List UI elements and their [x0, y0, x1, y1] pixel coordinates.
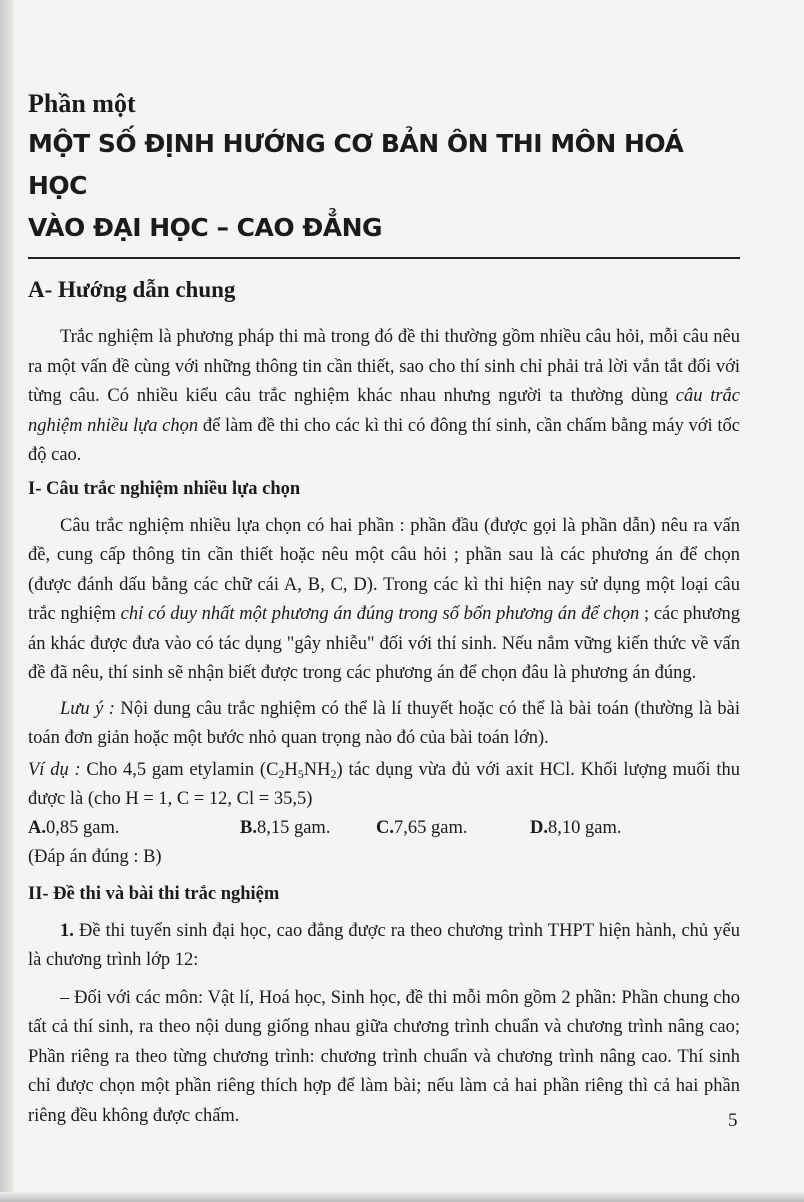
- formula-part: NH: [303, 759, 331, 780]
- option-a: A.0,85 gam.: [28, 817, 120, 838]
- answer-options: [28, 815, 740, 842]
- mcq-text-end: ; các phương án khác được đưa vào có tác dụng "gây nhiễu" đối với thí sinh. Nếu nắm vững kiến thức về vấn đề đã nêu, thí sinh sẽ nhận biết được trong các phương án để chọn đâu là phương án đúng.: [28, 604, 740, 684]
- option-c: C.7,65 gam.: [376, 817, 468, 838]
- formula-part: H: [284, 759, 298, 780]
- example-label: Ví dụ :: [28, 759, 81, 780]
- section-1-heading: I- Câu trắc nghiệm nhiều lựa chọn: [28, 478, 301, 499]
- correct-answer: (Đáp án đúng : B): [28, 846, 162, 867]
- chapter-title-line-2: VÀO ĐẠI HỌC – CAO ĐẲNG: [28, 213, 383, 243]
- formula-subscript: 2: [278, 766, 285, 781]
- mcq-text-start: Câu trắc nghiệm nhiều lựa chọn có hai phần : phần đầu (được gọi là phần dẫn) nêu ra vấn đề, cung cấp thông tin cần thiết hoặc nêu một câu hỏi ; phần sau là các phương án để chọn (được đánh dấu bằng các chữ cái A, B, C, D). Trong các kì thi hiện nay sử dụng một loại câu trắc nghiệm: [28, 515, 740, 625]
- section-a-heading: A- Hướng dẫn chung: [28, 277, 236, 303]
- page-bottom-edge: [0, 1192, 804, 1202]
- mcq-description-paragraph: [28, 512, 740, 689]
- intro-text-end: để làm đề thi cho các kì thi có đông thí sinh, cần chấm bằng máy với tốc độ cao.: [28, 415, 741, 466]
- option-d: D.8,10 gam.: [530, 817, 622, 838]
- page-binding-edge: [0, 0, 14, 1202]
- page-content: [28, 88, 740, 1131]
- note-paragraph: [28, 695, 740, 754]
- page-number: 5: [728, 1110, 738, 1131]
- item-1-number: 1.: [60, 920, 74, 941]
- formula-subscript: 2: [330, 766, 337, 781]
- example-text-start: Cho 4,5 gam etylamin (C: [80, 759, 279, 780]
- example-paragraph: [28, 756, 740, 815]
- intro-text-start: Trắc nghiệm là phương pháp thi mà trong đó đề thi thường gồm nhiều câu hỏi, mỗi câu nêu ra một vấn đề cùng với những thông tin cần thiết, sao cho thí sinh chỉ phải trả lời vắn tắt đối với từng câu. Có nhiều kiểu câu trắc nghiệm khác nhau nhưng người ta thường dùng: [28, 327, 740, 407]
- title-divider: [28, 257, 740, 259]
- intro-paragraph: [28, 323, 740, 471]
- example-text-end: ) tác dụng vừa đủ với axit HCl. Khối lượng muối thu được là (cho H = 1, C = 12, Cl = 35,5): [28, 759, 740, 810]
- item-1-detail-paragraph: – Đối với các môn: Vật lí, Hoá học, Sinh học, đề thi mỗi môn gồm 2 phần: Phần chung cho tất cả thí sinh, ra theo nội dung giống nhau giữa chương trình chuẩn và chương trình nâng cao; Phần riêng ra theo từng chương trình: chương trình chuẩn và chương trình nâng cao. Thí sinh chỉ được chọn một phần riêng thích hợp để làm bài; nếu làm cả hai phần riêng thì cả hai phần riêng đều không được chấm.: [28, 987, 740, 1126]
- chapter-title-line-1: MỘT SỐ ĐỊNH HƯỚNG CƠ BẢN ÔN THI MÔN HOÁ HỌC: [28, 129, 684, 201]
- part-label: Phần một: [28, 89, 136, 118]
- intro-text-emphasis: câu trắc nghiệm nhiều lựa chọn: [28, 386, 740, 436]
- option-b: B.8,15 gam.: [240, 817, 331, 838]
- mcq-text-emphasis: chỉ có duy nhất một phương án đúng trong số bốn phương án để chọn: [120, 604, 640, 625]
- section-2-heading: II- Đề thi và bài thi trắc nghiệm: [28, 883, 280, 904]
- item-1-paragraph: [28, 917, 740, 976]
- note-text: Nội dung câu trắc nghiệm có thể là lí thuyết hoặc có thể là bài toán (thường là bài toán đơn giản hoặc một bước nhỏ quan trọng nào đó của bài toán lớn).: [28, 698, 740, 749]
- item-1-text: Đề thi tuyển sinh đại học, cao đẳng được ra theo chương trình THPT hiện hành, chủ yếu là chương trình lớp 12:: [28, 920, 740, 971]
- formula-subscript: 5: [297, 766, 304, 781]
- note-label: Lưu ý :: [60, 698, 115, 719]
